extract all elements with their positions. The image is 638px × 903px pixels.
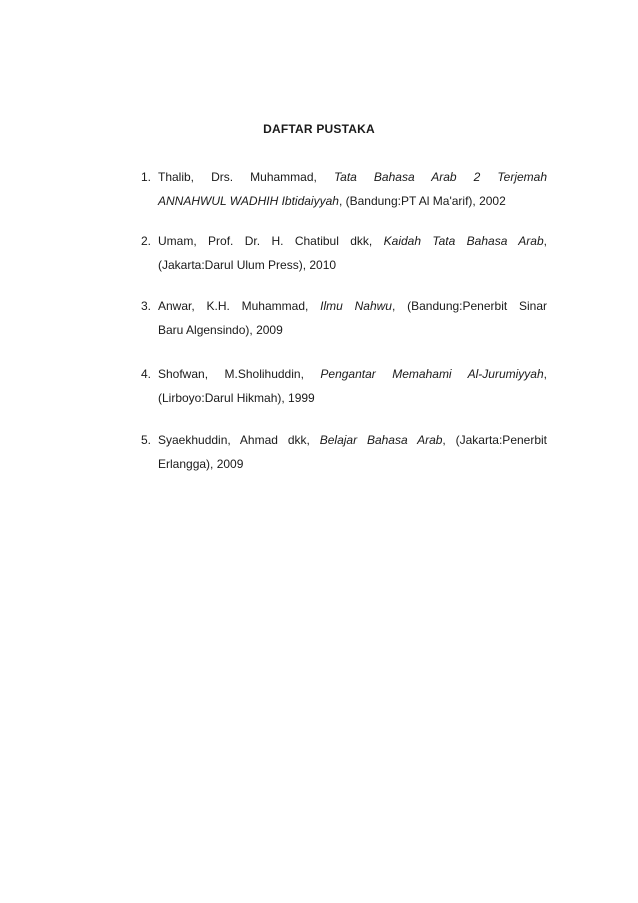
reference-publisher-continued: Baru Algensindo), 2009 [158,323,283,337]
reference-item-1 [141,165,547,213]
reference-line-2 [141,452,547,476]
reference-item-5 [141,428,547,476]
reference-publisher: , (Bandung:Penerbit Sinar [391,299,547,313]
reference-number: 3. [141,299,152,313]
reference-line-2 [141,253,547,277]
reference-publisher: , (Jakarta:Penerbit [442,433,547,447]
reference-number: 5. [141,433,152,447]
reference-number: 1. [141,170,152,184]
reference-item-4 [141,362,547,410]
reference-title: Pengantar Memahami Al-Jurumiyyah [320,367,544,381]
reference-title: Ilmu Nahwu [320,299,392,313]
reference-publisher: (Jakarta:Darul Ulum Press), 2010 [158,258,337,272]
reference-author: Shofwan, M.Sholihuddin, [158,367,321,381]
reference-author: Anwar, K.H. Muhammad, [158,299,321,313]
reference-number: 2. [141,234,152,248]
reference-title: Belajar Bahasa Arab [319,433,443,447]
reference-item-2 [141,229,547,277]
reference-author: Thalib, Drs. Muhammad, [158,170,334,184]
reference-title-continued: ANNAHWUL WADHIH Ibtidaiyyah [158,194,339,208]
reference-punctuation: , [543,367,547,381]
reference-line-1 [141,294,547,318]
reference-line-1 [141,428,547,452]
reference-publisher: (Lirboyo:Darul Hikmah), 1999 [158,391,315,405]
reference-punctuation: , [543,234,547,248]
reference-author: Umam, Prof. Dr. H. Chatibul dkk, [158,234,384,248]
reference-line-1 [141,229,547,253]
reference-line-2 [141,318,547,342]
reference-line-2 [141,386,547,410]
reference-item-3 [141,294,547,342]
reference-author: Syaekhuddin, Ahmad dkk, [158,433,320,447]
reference-publisher: , (Bandung:PT Al Ma'arif), 2002 [338,194,506,208]
reference-publisher-continued: Erlangga), 2009 [158,457,244,471]
reference-line-1 [141,165,547,189]
reference-line-1 [141,362,547,386]
page-title: DAFTAR PUSTAKA [263,122,375,136]
reference-title: Tata Bahasa Arab 2 Terjemah [333,170,547,184]
reference-number: 4. [141,367,152,381]
reference-title: Kaidah Tata Bahasa Arab [383,234,544,248]
reference-line-2 [141,189,547,213]
